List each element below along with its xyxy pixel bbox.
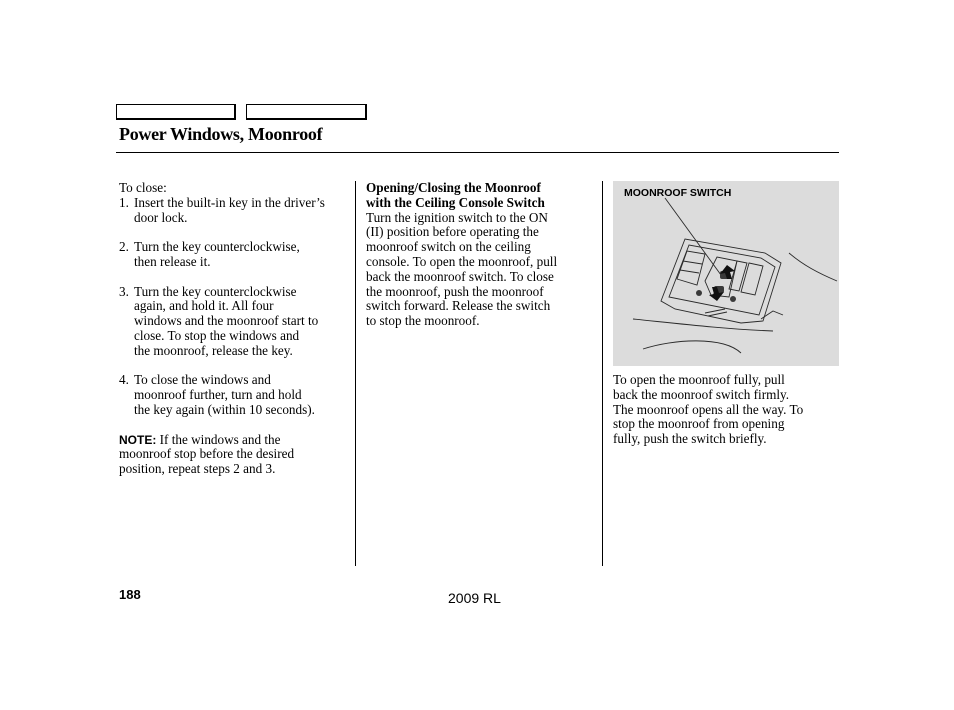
body-line: fully, push the switch briefly. xyxy=(613,431,767,447)
step-number: 4. xyxy=(119,372,129,388)
nav-tab-table-of-contents[interactable] xyxy=(246,104,367,120)
step-line: Insert the built-in key in the driver’s xyxy=(134,194,325,210)
step-line: the moonroof, release the key. xyxy=(134,342,293,358)
left-column xyxy=(119,181,351,477)
note-line: position, repeat steps 2 and 3. xyxy=(119,461,276,477)
note-line: moonroof stop before the desired xyxy=(119,446,295,462)
step-line: windows and the moonroof start to xyxy=(134,313,319,329)
figure-label: MOONROOF SWITCH xyxy=(624,187,732,199)
right-column xyxy=(613,373,839,447)
body-line: back the moonroof switch firmly. xyxy=(613,386,790,402)
step-line: Turn the key counterclockwise, xyxy=(134,239,300,255)
middle-column xyxy=(366,181,588,329)
body-line: The moonroof opens all the way. To xyxy=(613,401,804,417)
body-line: switch forward. Release the switch xyxy=(366,298,551,314)
step-item xyxy=(119,285,351,359)
note-line: If the windows and the xyxy=(156,431,281,447)
body-line: To open the moonroof fully, pull xyxy=(613,372,785,387)
body-line: back the moonroof switch. To close xyxy=(366,268,554,284)
step-line: Turn the key counterclockwise xyxy=(134,283,297,299)
step-line: To close the windows and xyxy=(134,372,271,388)
step-line: door lock. xyxy=(134,209,188,225)
step-line: moonroof further, turn and hold xyxy=(134,387,302,403)
page-number: 188 xyxy=(119,587,141,602)
body-line: (II) position before operating the xyxy=(366,224,539,240)
page-title: Power Windows, Moonroof xyxy=(119,124,323,144)
column-divider-2 xyxy=(602,181,603,566)
note xyxy=(119,433,351,477)
ceiling-console-drawing xyxy=(613,181,839,366)
step-line: close. To stop the windows and xyxy=(134,327,300,343)
section-heading-line: Opening/Closing the Moonroof xyxy=(366,180,541,195)
body-line: stop the moonroof from opening xyxy=(613,416,785,432)
body-line: Turn the ignition switch to the ON xyxy=(366,209,548,225)
body-line: to stop the moonroof. xyxy=(366,313,480,329)
step-line: the key again (within 10 seconds). xyxy=(134,401,315,417)
moonroof-switch-illustration xyxy=(613,181,839,366)
step-item xyxy=(119,196,351,226)
note-label: NOTE: xyxy=(119,432,157,447)
step-line: then release it. xyxy=(134,253,211,269)
step-number: 1. xyxy=(119,194,129,210)
intro-text: To close: xyxy=(119,180,167,195)
step-number: 3. xyxy=(119,283,129,299)
body-line: console. To open the moonroof, pull xyxy=(366,253,558,269)
step-item xyxy=(119,373,351,417)
model-label: 2009 RL xyxy=(448,590,501,606)
step-line: again, and hold it. All four xyxy=(134,298,274,314)
step-item xyxy=(119,240,351,270)
nav-tab-main-menu[interactable] xyxy=(116,104,236,120)
column-divider-1 xyxy=(355,181,356,566)
title-divider xyxy=(116,152,839,153)
body-line: moonroof switch on the ceiling xyxy=(366,239,531,255)
step-number: 2. xyxy=(119,239,129,255)
section-heading-line: with the Ceiling Console Switch xyxy=(366,194,545,210)
body-line: the moonroof, push the moonroof xyxy=(366,283,544,299)
